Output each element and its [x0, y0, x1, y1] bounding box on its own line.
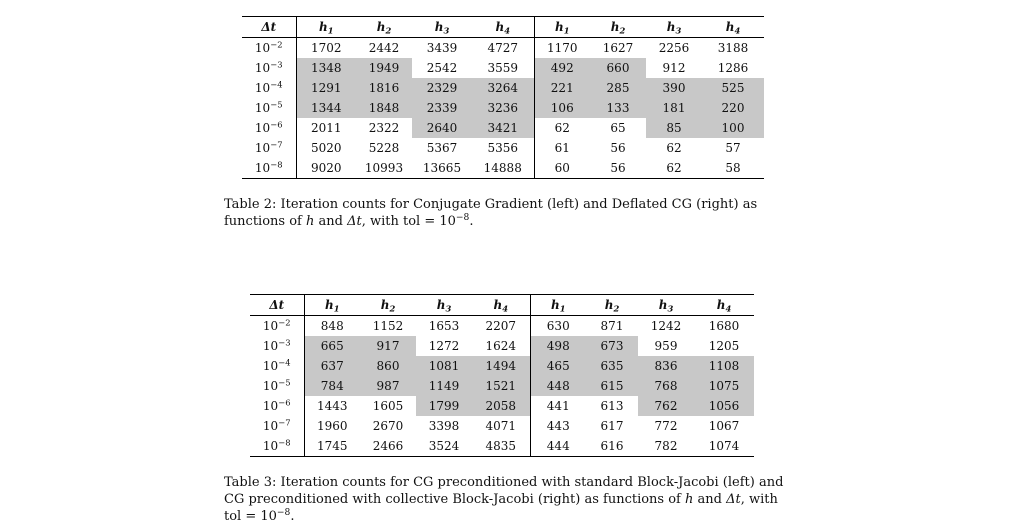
caption-symbol-dt: Δt: [726, 492, 741, 507]
table-cell: 60: [534, 158, 590, 179]
header-subscript: 1: [559, 303, 566, 314]
table-cell: 630: [530, 316, 586, 337]
header-subscript: 2: [619, 25, 626, 36]
table-cell: 912: [662, 61, 686, 75]
table-cell: 3398: [428, 419, 460, 433]
table-cell: 58: [702, 158, 764, 179]
caption-text: and: [693, 492, 727, 507]
row-header-exponent: −5: [278, 377, 291, 388]
table-cell: 2542: [426, 61, 458, 75]
caption-text: , with tol = 10: [224, 492, 778, 524]
table-cell: 65: [610, 121, 626, 135]
table-cell: 106: [534, 98, 590, 118]
table-2-caption: [224, 196, 784, 230]
table-cell: 2466: [360, 436, 416, 457]
row-header-base: 10: [254, 41, 271, 55]
table-cell: 5020: [310, 141, 342, 155]
header-symbol: h: [380, 298, 390, 312]
caption-text: .: [290, 509, 295, 524]
table-cell: 61: [534, 138, 590, 158]
caption-exponent: −8: [455, 213, 470, 223]
table-cell: 448: [530, 376, 586, 396]
table-cell: 1074: [694, 436, 754, 457]
table-row: [250, 396, 754, 416]
row-header-dt: [250, 376, 304, 396]
row-header-base: 10: [262, 379, 279, 393]
table-cell: 4071: [485, 419, 517, 433]
row-header-exponent: −3: [270, 59, 283, 70]
table-cell: 4727: [487, 41, 519, 55]
table-cell: 1848: [356, 98, 412, 118]
table-cell: 221: [534, 78, 590, 98]
table-cell: 1170: [534, 38, 590, 59]
caption-text: Table 2: Iteration counts for Conjugate Gradient (left) and Deflated CG (right) as functions of: [224, 197, 758, 229]
table-3-caption: [224, 474, 790, 525]
table-cell: 1272: [428, 339, 460, 353]
table-2-header: [242, 17, 764, 38]
caption-symbol-h: h: [685, 492, 694, 507]
table-cell: 2058: [472, 396, 530, 416]
row-header-exponent: −7: [270, 139, 283, 150]
table-cell: 1205: [708, 339, 740, 353]
table-cell: 1286: [717, 61, 749, 75]
caption-text: .: [469, 214, 474, 229]
row-header-base: 10: [254, 121, 271, 135]
header-symbol: h: [436, 298, 446, 312]
row-header-dt: [250, 356, 304, 376]
column-header-h2-left: [356, 17, 412, 38]
row-header-base: 10: [262, 399, 279, 413]
table-cell: 848: [320, 319, 344, 333]
table-cell: 637: [304, 356, 360, 376]
table-cell: 492: [534, 58, 590, 78]
header-subscript: 1: [333, 303, 340, 314]
table-cell: 56: [590, 158, 646, 179]
table-cell: 5228: [368, 141, 400, 155]
table-row: [242, 78, 764, 98]
row-header-dt: [242, 98, 296, 118]
column-header-h3-left: [412, 17, 472, 38]
table-cell: 444: [530, 436, 586, 457]
table-cell: 784: [304, 376, 360, 396]
header-symbol: h: [666, 20, 676, 34]
header-symbol: h: [604, 298, 614, 312]
row-header-exponent: −8: [278, 437, 291, 448]
caption-text: Table 3: Iteration counts for CG preconditioned with standard Block-Jacobi (left) and CG preconditioned with collective Block-Jacobi (right) as functions of: [224, 475, 784, 507]
table-cell: 1081: [416, 356, 472, 376]
table-cell: 1624: [485, 339, 517, 353]
header-symbol: h: [610, 20, 620, 34]
table-cell: 1521: [472, 376, 530, 396]
header-symbol: h: [495, 20, 505, 34]
row-header-base: 10: [262, 359, 279, 373]
row-header-dt: [242, 58, 296, 78]
table-cell: 1067: [708, 419, 740, 433]
header-subscript: 1: [563, 25, 570, 36]
table-cell: 673: [586, 336, 638, 356]
row-header-base: 10: [254, 81, 271, 95]
table-cell: 465: [530, 356, 586, 376]
table-2-body: [242, 38, 764, 179]
row-header-base: 10: [262, 439, 279, 453]
table-cell: 1075: [694, 376, 754, 396]
table-cell: 2670: [372, 419, 404, 433]
table-3-body: [250, 316, 754, 457]
table-3-header: [250, 295, 754, 316]
table-cell: 2442: [368, 41, 400, 55]
table-cell: 56: [610, 141, 626, 155]
row-header-dt: [242, 118, 296, 138]
table-cell: 871: [600, 319, 624, 333]
table-row: [242, 118, 764, 138]
row-header-dt: [250, 336, 304, 356]
row-header-dt: [242, 138, 296, 158]
table-cell: 9020: [296, 158, 356, 179]
table-cell: 613: [600, 399, 624, 413]
row-header-base: 10: [254, 161, 271, 175]
table-cell: 1152: [372, 319, 404, 333]
table-cell: 3421: [472, 118, 534, 138]
table-cell: 2322: [368, 121, 400, 135]
row-header-exponent: −7: [278, 417, 291, 428]
table-cell: 959: [654, 339, 678, 353]
table-row: [242, 138, 764, 158]
header-symbol: h: [318, 20, 328, 34]
row-header-base: 10: [262, 339, 279, 353]
table-cell: 1745: [304, 436, 360, 457]
header-subscript: 4: [502, 303, 509, 314]
table-cell: 3188: [717, 41, 749, 55]
header-subscript: 2: [613, 303, 620, 314]
table-cell: 836: [638, 356, 694, 376]
table-cell: 3524: [416, 436, 472, 457]
table-row: [242, 158, 764, 179]
table-cell: 2011: [310, 121, 342, 135]
table-cell: 617: [600, 419, 624, 433]
caption-exponent: −8: [276, 508, 291, 518]
table-cell: 660: [590, 58, 646, 78]
table-cell: 917: [360, 336, 416, 356]
header-subscript: 3: [667, 303, 674, 314]
table-cell: 3264: [472, 78, 534, 98]
column-header-dt: Δt: [242, 17, 296, 38]
column-header-h3-right: [638, 295, 694, 316]
table-cell: 85: [646, 118, 702, 138]
header-subscript: 4: [734, 25, 741, 36]
table-cell: 5356: [487, 141, 519, 155]
row-header-base: 10: [262, 419, 279, 433]
table-cell: 1653: [428, 319, 460, 333]
table-cell: 5367: [426, 141, 458, 155]
header-symbol: h: [716, 298, 726, 312]
table-row: [250, 356, 754, 376]
table-cell: 1494: [472, 356, 530, 376]
table-cell: 1291: [296, 78, 356, 98]
table-cell: 220: [702, 98, 764, 118]
column-header-h4-left: [472, 295, 530, 316]
row-header-base: 10: [254, 101, 271, 115]
table-cell: 615: [586, 376, 638, 396]
table-row: [250, 436, 754, 457]
table-cell: 498: [530, 336, 586, 356]
column-header-h1-right: [534, 17, 590, 38]
column-header-h4-right: [702, 17, 764, 38]
table-cell: 1627: [602, 41, 634, 55]
row-header-exponent: −4: [270, 79, 283, 90]
header-symbol: h: [725, 20, 735, 34]
table-cell: 181: [646, 98, 702, 118]
row-header-dt: [250, 316, 304, 337]
header-symbol: h: [550, 298, 560, 312]
table-cell: 1348: [296, 58, 356, 78]
table-cell: 2640: [412, 118, 472, 138]
header-subscript: 3: [443, 25, 450, 36]
column-header-h4-left: [472, 17, 534, 38]
caption-text: , with tol = 10: [361, 214, 456, 229]
header-symbol: h: [324, 298, 334, 312]
table-cell: 616: [586, 436, 638, 457]
table-row: [242, 98, 764, 118]
header-subscript: 4: [504, 25, 511, 36]
table-cell: 525: [702, 78, 764, 98]
row-header-exponent: −6: [278, 397, 291, 408]
table-cell: 987: [360, 376, 416, 396]
table-cell: 1702: [310, 41, 342, 55]
row-header-dt: [242, 78, 296, 98]
table-cell: 10993: [356, 158, 412, 179]
caption-text: and: [314, 214, 348, 229]
table-cell: 2339: [412, 98, 472, 118]
column-header-h2-left: [360, 295, 416, 316]
table-cell: 635: [586, 356, 638, 376]
header-symbol: h: [658, 298, 668, 312]
table-cell: 1149: [416, 376, 472, 396]
table-cell: 133: [590, 98, 646, 118]
table-cell: 3559: [487, 61, 519, 75]
table-row: [250, 416, 754, 436]
table-cell: 1443: [316, 399, 348, 413]
header-subscript: 2: [385, 25, 392, 36]
row-header-base: 10: [262, 319, 279, 333]
row-header-dt: [242, 158, 296, 179]
table-cell: 1344: [296, 98, 356, 118]
table-cell: 285: [590, 78, 646, 98]
table-cell: 782: [638, 436, 694, 457]
table-cell: 4835: [472, 436, 530, 457]
table-cell: 100: [702, 118, 764, 138]
table-cell: 57: [725, 141, 741, 155]
column-header-h2-right: [586, 295, 638, 316]
header-subscript: 3: [675, 25, 682, 36]
table-cell: 1056: [694, 396, 754, 416]
column-header-h1-right: [530, 295, 586, 316]
row-header-dt: [250, 436, 304, 457]
table-cell: 2256: [658, 41, 690, 55]
table-cell: 13665: [412, 158, 472, 179]
table-cell: 1605: [372, 399, 404, 413]
row-header-exponent: −2: [278, 317, 291, 328]
table-cell: 2207: [485, 319, 517, 333]
column-header-h2-right: [590, 17, 646, 38]
row-header-dt: [242, 38, 296, 59]
table-row: [250, 316, 754, 337]
column-header-h3-right: [646, 17, 702, 38]
header-symbol: h: [493, 298, 503, 312]
row-header-base: 10: [254, 141, 271, 155]
row-header-exponent: −4: [278, 357, 291, 368]
table-cell: 1799: [416, 396, 472, 416]
table-cell: 62: [646, 158, 702, 179]
column-header-h4-right: [694, 295, 754, 316]
caption-symbol-h: h: [306, 214, 315, 229]
table-cell: 1242: [650, 319, 682, 333]
table-cell: 3439: [426, 41, 458, 55]
row-header-base: 10: [254, 61, 271, 75]
table-cell: 1816: [356, 78, 412, 98]
header-symbol: h: [554, 20, 564, 34]
table-cell: 772: [654, 419, 678, 433]
header-subscript: 1: [327, 25, 334, 36]
table-3: [250, 294, 754, 457]
column-header-dt: Δt: [250, 295, 304, 316]
table-cell: 1949: [356, 58, 412, 78]
row-header-exponent: −2: [270, 39, 283, 50]
table-cell: 443: [530, 416, 586, 436]
table-row: [242, 58, 764, 78]
table-cell: 860: [360, 356, 416, 376]
caption-symbol-dt: Δt: [347, 214, 362, 229]
table-2: [242, 16, 764, 179]
table-cell: 2329: [412, 78, 472, 98]
table-cell: 441: [530, 396, 586, 416]
table-cell: 665: [304, 336, 360, 356]
column-header-h1-left: [304, 295, 360, 316]
column-header-h3-left: [416, 295, 472, 316]
table-cell: 1960: [316, 419, 348, 433]
table-cell: 62: [666, 141, 682, 155]
header-subscript: 4: [725, 303, 732, 314]
header-subscript: 2: [389, 303, 396, 314]
table-cell: 14888: [472, 158, 534, 179]
table-row: [242, 38, 764, 59]
table-cell: 3236: [472, 98, 534, 118]
row-header-exponent: −8: [270, 159, 283, 170]
table-row: [250, 376, 754, 396]
header-symbol: h: [376, 20, 386, 34]
table-cell: 390: [646, 78, 702, 98]
column-header-h1-left: [296, 17, 356, 38]
table-cell: 762: [638, 396, 694, 416]
header-symbol: h: [434, 20, 444, 34]
table-row: [250, 336, 754, 356]
header-subscript: 3: [445, 303, 452, 314]
table-cell: 1108: [694, 356, 754, 376]
row-header-exponent: −6: [270, 119, 283, 130]
table-cell: 768: [638, 376, 694, 396]
row-header-dt: [250, 396, 304, 416]
table-cell: 1680: [708, 319, 740, 333]
row-header-dt: [250, 416, 304, 436]
row-header-exponent: −3: [278, 337, 291, 348]
row-header-exponent: −5: [270, 99, 283, 110]
table-cell: 62: [534, 118, 590, 138]
